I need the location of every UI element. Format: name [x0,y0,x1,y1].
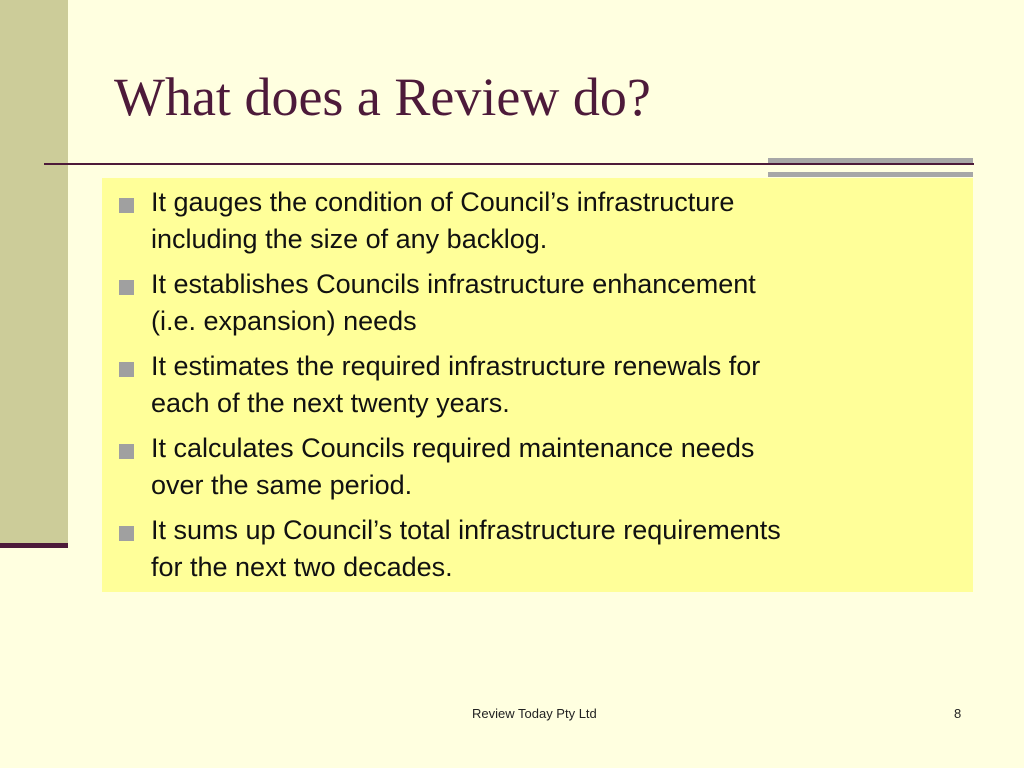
title-divider-accent-top [768,158,973,163]
bullet-item [112,184,959,258]
bullet-line: (i.e. expansion) needs [151,306,417,336]
bullet-line: It estimates the required infrastructure renewals for [151,351,761,381]
bullet-item [112,266,959,340]
title-divider-line [44,163,974,165]
bullet-line: including the size of any backlog. [151,224,548,254]
square-bullet-icon [119,526,134,541]
bullet-list [112,184,959,586]
left-decorative-band [0,0,68,545]
bullet-line: for the next two decades. [151,552,453,582]
page-number: 8 [954,706,962,721]
square-bullet-icon [119,444,134,459]
bullet-line: over the same period. [151,470,413,500]
title-divider-accent-bottom [768,172,973,177]
square-bullet-icon [119,198,134,213]
bullet-line: It calculates Councils required maintenance needs [151,433,755,463]
footer-company-name: Review Today Pty Ltd [472,706,597,721]
bullet-item [112,512,959,586]
bullet-line: It sums up Council’s total infrastructure requirements [151,515,781,545]
left-band-underline [0,543,68,548]
bullet-line: It establishes Councils infrastructure enhancement [151,269,756,299]
bullet-line: each of the next twenty years. [151,388,510,418]
slide-title: What does a Review do? [114,67,651,127]
bullet-item [112,348,959,422]
square-bullet-icon [119,280,134,295]
square-bullet-icon [119,362,134,377]
bullet-content-box [102,178,973,592]
bullet-item [112,430,959,504]
bullet-line: It gauges the condition of Council’s infrastructure [151,187,735,217]
